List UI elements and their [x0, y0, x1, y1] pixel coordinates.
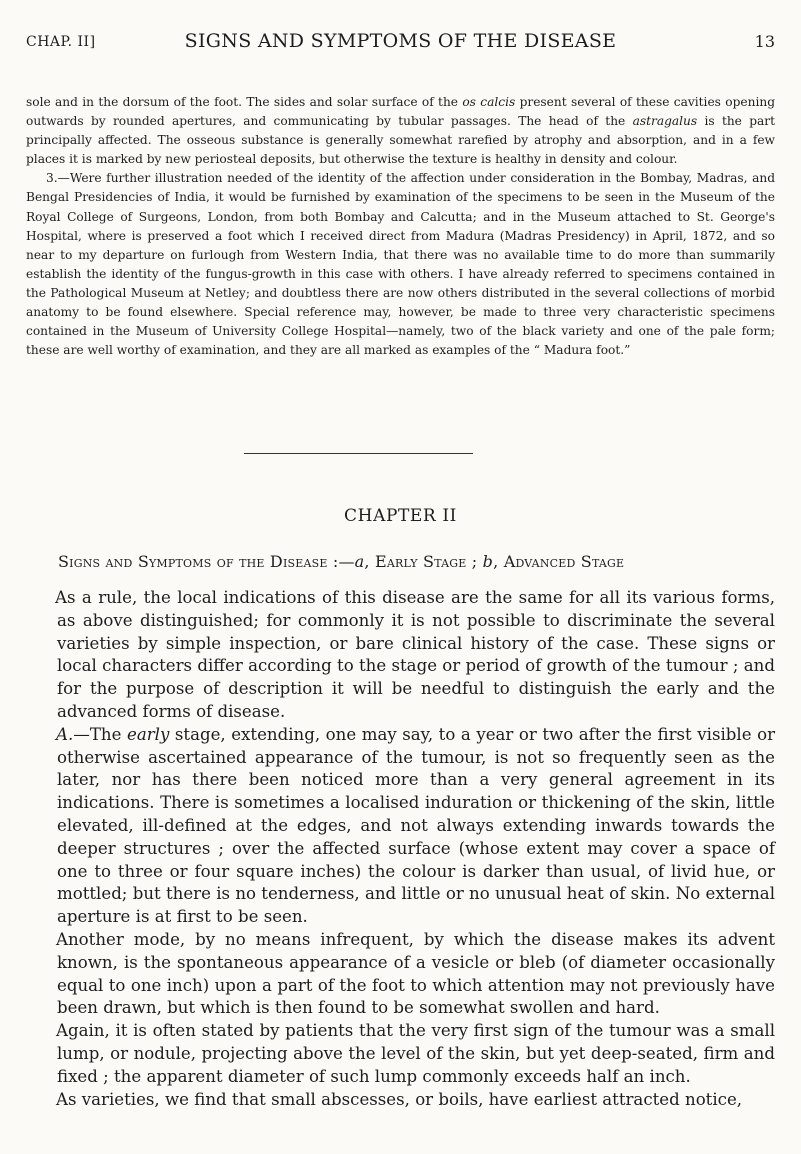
small-print-section — [26, 93, 775, 360]
chapter-heading: CHAPTER II — [344, 506, 457, 526]
text-run: is the part principally affected. The osseous substance is generally somewhat rarefied by atrophy and absorption, and in a few places it is marked by new periosteal deposits, but otherwise the texture is healthy in density and colour. — [26, 114, 775, 167]
subtitle-letter: a — [354, 552, 365, 571]
subtitle-text: , Advanced Stage — [493, 552, 625, 571]
subtitle-text: , Early Stage — [364, 552, 467, 571]
section-letter: A. — [56, 724, 74, 744]
text-run: stage, extending, one may say, to a year or two after the first visible or otherwise ascertained appearance of the tumour, is not so frequently seen as the later, nor has there been noticed more than a very general agreement in its indications. There is sometimes a localised induration or thickening of the skin, little elevated, ill-defined at the edges, and not always extending inwards towards the deeper structures ; over the affected surface (whose extent may cover a space of one to three or four square inches) the colour is darker than usual, of livid hue, or mottled; but there is no tenderness, and little or no unusual heat of skin. No external aperture is at first to be seen. — [57, 724, 775, 927]
paragraph-foot-bones — [26, 93, 775, 169]
subtitle-text: Signs and Symptoms of the Disease — [58, 552, 328, 571]
paragraph-museum-specimens: 3.—Were further illustration needed of the identity of the affection under consideration in the Bombay, Madras, and Bengal Presidencies of India, it would be furnished by examination of the specimens to be seen in the Museum of the Royal College of Surgeons, London, from both Bombay and Calcutta; and in the Museum attached to St. George's Hospital, where is preserved a foot which I received direct from Madura (Madras Presidency) in April, 1872, and so near to my departure on furlough from Western India, that there was no available time to do more than summarily establish the identity of the fungus-growth in this case with others. I have already referred to specimens contained in the Pathological Museum at Netley; and doubtless there are now others distributed in the several collections of morbid anatomy to be found elsewhere. Special reference may, however, be made to three very characteristic specimens contained in the Museum of University College Hospital—namely, two of the black variety and one of the pale form; these are well worthy of examination, and they are all marked as examples of the “ Madura foot.” — [26, 171, 775, 358]
italic-term: os calcis — [462, 95, 516, 109]
header-chapter: CHAP. II] — [26, 34, 96, 50]
paragraph-vesicle: Another mode, by no means infrequent, by which the disease makes its advent known, is the spontaneous appearance of a vesicle or bleb (of diameter occasionally equal to one inch) upon a part of the foot to which attention may not previously have been drawn, but which is then found to be somewhat swollen and hard. — [56, 929, 775, 1018]
subtitle-sep: ; — [466, 552, 483, 571]
page-number: 13 — [754, 32, 775, 51]
section-divider — [244, 453, 473, 454]
paragraph-local-indications: As a rule, the local indications of this disease are the same for all its various forms, as above distinguished; for commonly it is not possible to discriminate the several varieties by simple inspection, or bare clinical history of the case. These signs or local characters differ according to the stage or period of growth of the tumour ; and for the purpose of description it will be needful to distinguish the early and the advanced forms of disease. — [55, 588, 775, 721]
italic-term: astragalus — [632, 114, 698, 129]
subtitle-letter: b — [482, 552, 494, 571]
paragraph-abscesses: As varieties, we find that small abscesses, or boils, have earliest attracted notice, — [56, 1089, 743, 1109]
main-body-text — [57, 587, 775, 1111]
text-run: —The — [73, 724, 127, 744]
header-title: SIGNS AND SYMPTOMS OF THE DISEASE — [184, 30, 617, 52]
chapter-subtitle — [58, 552, 624, 571]
paragraph-early-stage — [57, 724, 775, 929]
text-run: sole and in the dorsum of the foot. The sides and solar surface of the — [26, 95, 463, 109]
running-header — [26, 28, 775, 58]
italic-term: early — [127, 724, 170, 744]
text-run: present several of these cavities opening outwards by rounded apertures, and communicating by tubular passages. The head of the — [26, 95, 775, 129]
paragraph-nodule: Again, it is often stated by patients that the very first sign of the tumour was a small lump, or nodule, projecting above the level of the skin, but yet deep-seated, firm and fixed ; the apparent diameter of such lump commonly exceeds half an inch. — [56, 1021, 775, 1086]
subtitle-sep: :— — [327, 552, 355, 571]
